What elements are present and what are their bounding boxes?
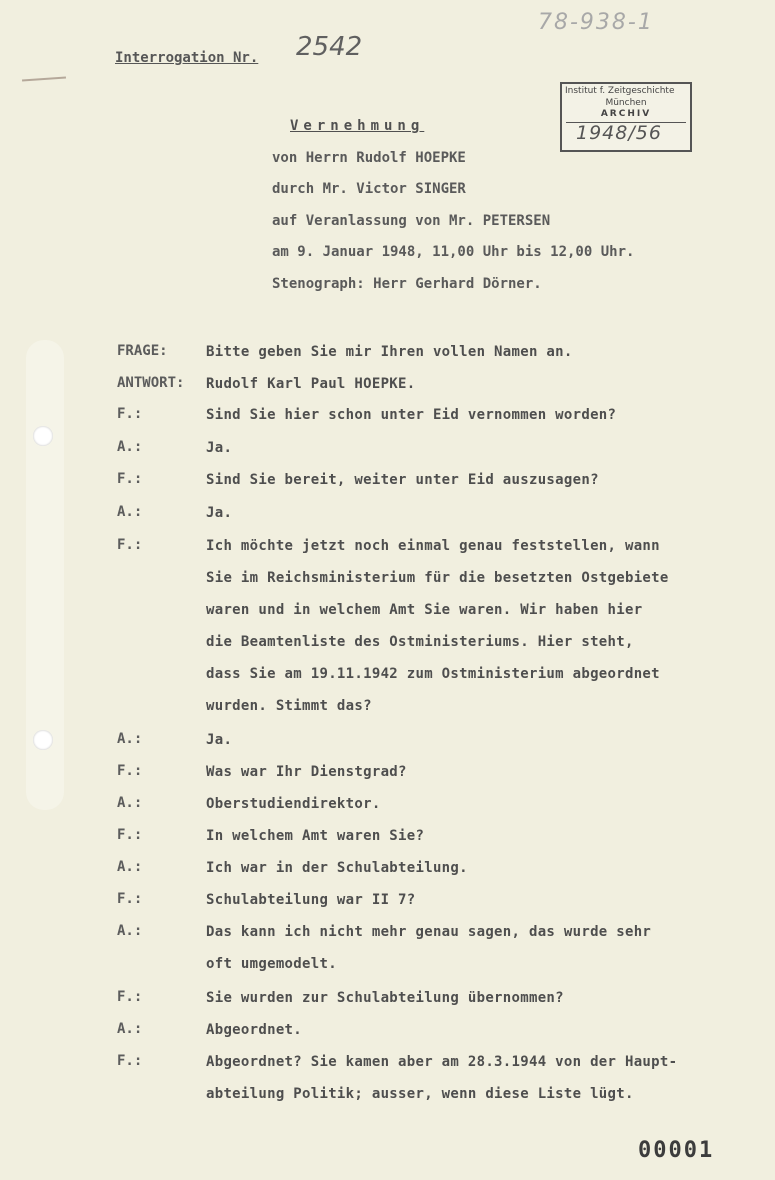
transcript-text: Sie wurden zur Schulabteilung übernommen? [206, 990, 564, 1006]
stamp-city: München [605, 98, 647, 108]
speaker-label: A.: [117, 731, 143, 747]
speaker-label: F.: [117, 537, 143, 553]
speaker-label: F.: [117, 763, 143, 779]
transcript-text: Ja. [206, 732, 233, 748]
speaker-label: F.: [117, 989, 143, 1005]
stamp-institute: Institut f. Zeitgeschichte [565, 86, 675, 96]
speaker-label: F.: [117, 406, 143, 422]
interrogation-label: Interrogation Nr. [115, 50, 259, 66]
speaker-label: F.: [117, 827, 143, 843]
stamp-archive: ARCHIV [600, 109, 652, 119]
speaker-label: A.: [117, 504, 143, 520]
speaker-label: A.: [117, 1021, 143, 1037]
speaker-label: A.: [117, 439, 143, 455]
transcript-text: Sind Sie hier schon unter Eid vernommen worden? [206, 407, 617, 423]
meta-line: Stenograph: Herr Gerhard Dörner. [272, 276, 542, 292]
transcript-text: Ja. [206, 505, 233, 521]
transcript-text: Bitte geben Sie mir Ihren vollen Namen an. [206, 344, 573, 360]
transcript-text: Abgeordnet? Sie kamen aber am 28.3.1944 von der Haupt- abteilung Politik; ausser, wenn diese Liste lügt. [206, 1054, 678, 1102]
punch-hole [33, 730, 53, 750]
page-number: 00001 [638, 1138, 715, 1163]
speaker-label: A.: [117, 923, 143, 939]
transcript-text: Schulabteilung war II 7? [206, 892, 416, 908]
speaker-label: F.: [117, 1053, 143, 1069]
transcript-text: Das kann ich nicht mehr genau sagen, das wurde sehr oft umgemodelt. [206, 924, 652, 972]
speaker-label: A.: [117, 795, 143, 811]
transcript-text: Sind Sie bereit, weiter unter Eid auszusagen? [206, 472, 599, 488]
transcript-text: In welchem Amt waren Sie? [206, 828, 425, 844]
transcript-text: Rudolf Karl Paul HOEPKE. [206, 376, 416, 392]
archive-number: 78-938-1 [538, 10, 654, 35]
speaker-label: FRAGE: [117, 343, 168, 359]
transcript-text: Abgeordnet. [206, 1022, 303, 1038]
speaker-label: ANTWORT: [117, 375, 185, 391]
meta-line: von Herrn Rudolf HOEPKE [272, 150, 466, 166]
meta-line: am 9. Januar 1948, 11,00 Uhr bis 12,00 Uhr. [272, 244, 635, 260]
stamp-number: 1948/56 [576, 122, 662, 144]
punch-hole [33, 426, 53, 446]
speaker-label: A.: [117, 859, 143, 875]
speaker-label: F.: [117, 471, 143, 487]
pencil-mark [22, 76, 66, 81]
speaker-label: F.: [117, 891, 143, 907]
meta-line: auf Veranlassung von Mr. PETERSEN [272, 213, 551, 229]
interrogation-number: 2542 [296, 32, 363, 62]
document-heading: Vernehmung [290, 118, 425, 134]
transcript-text: Was war Ihr Dienstgrad? [206, 764, 407, 780]
transcript-text: Ich möchte jetzt noch einmal genau feststellen, wann Sie im Reichsministerium für die besetzten Ostgebiete waren und in welchem Amt Sie waren. Wir haben hier die Beamtenliste des Ostministeriums. Hier steht, dass Sie am 19.11.1942 zum Ostministerium abgeordnet wurden. Stimmt das? [206, 538, 669, 714]
transcript-text: Oberstudiendirektor. [206, 796, 381, 812]
archive-stamp [560, 82, 692, 152]
meta-line: durch Mr. Victor SINGER [272, 181, 466, 197]
transcript-text: Ich war in der Schulabteilung. [206, 860, 468, 876]
transcript-text: Ja. [206, 440, 233, 456]
